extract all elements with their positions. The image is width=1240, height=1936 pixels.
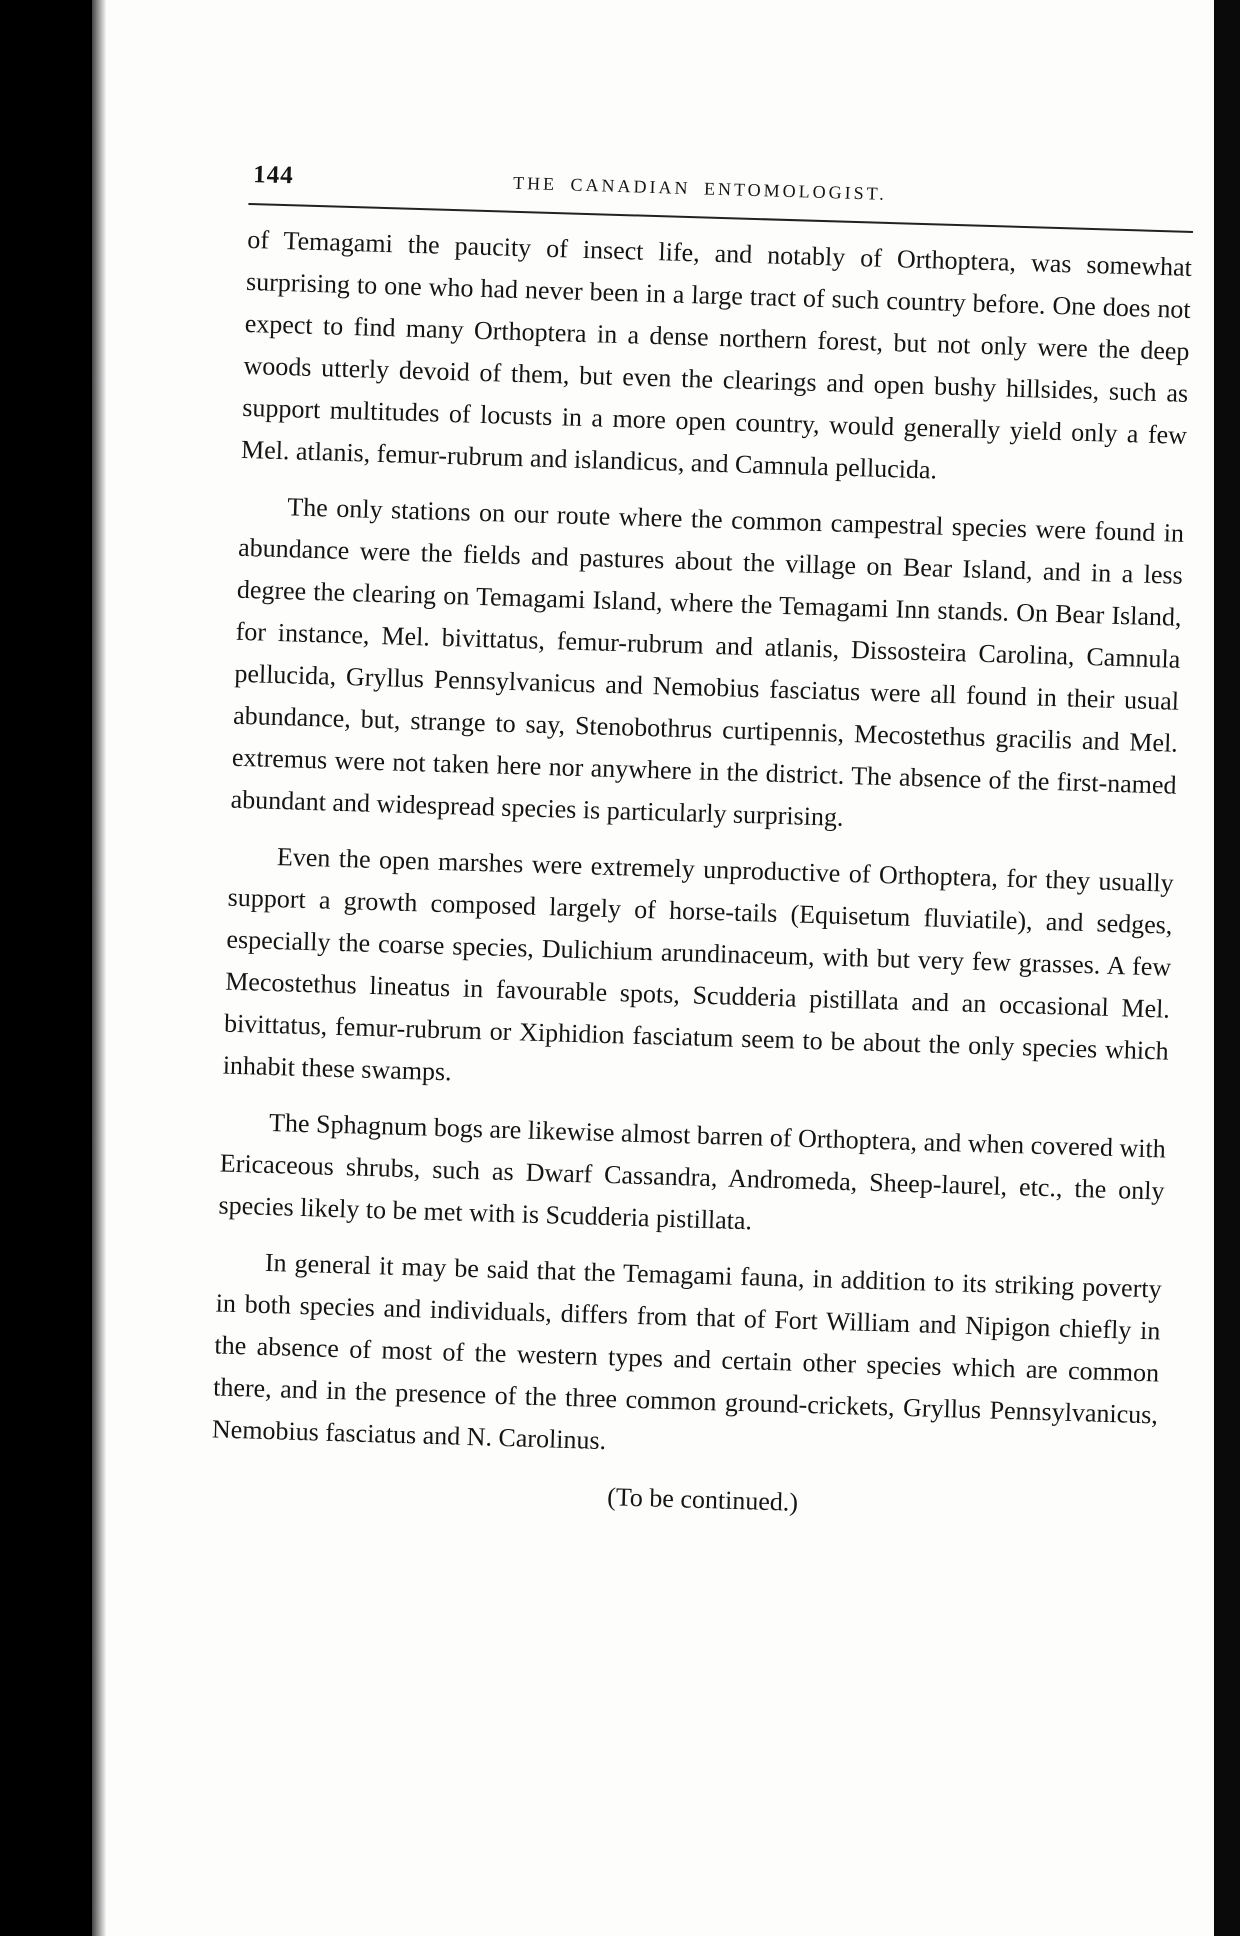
article-body [211,219,1192,1478]
paragraph-3: Even the open marshes were extremely unproductive of Orthoptera, for they usually support a growth composed largely of horse-tails (Equisetum fluviatile), and sedges, especially the coarse species, Dulichium arundinaceum, with but very few grasses. A few Mecostethus lineatus in favourable spots, Scudderia pistillata and an occasional Mel. bivittatus, femur-rubrum or Xiphidion fasciatum seem to be about the only species which inhabit these swamps. [222,842,1175,1087]
paragraph-2: The only stations on our route where the common campestral species were found in abundance were the fields and pastures about the village on Bear Island, and in a less degree the clearing on Temagami Island, where the Temagami Inn stands. On Bear Island, for instance, Mel. bivittatus, femur-rubrum and atlanis, Dissosteira Carolina, Camnula pellucida, Gryllus Pennsylvanicus and Nemobius fasciatus were all found in their usual abundance, but, strange to say, Stenobothrus curtipennis, Mecostethus gracilis and Mel. extremus were not taken here nor anywhere in the district. The absence of the first-named abundant and widespread species is particularly surprising. [230,492,1185,832]
page-edge-shadow [1214,0,1240,1936]
page-content [110,148,1193,1533]
paragraph-5: In general it may be said that the Temagami fauna, in addition to its striking poverty in both species and individuals, differs from that of Fort William and Nipigon chiefly in the absence of most of the western types and certain other species which are common there, and in the presence of the three common ground-crickets, Gryllus Pennsylvanicus, Nemobius fasciatus and N. Carolinus. [211,1247,1163,1456]
paragraph-1: of Temagami the paucity of insect life, and notably of Orthoptera, was somewhat surprising to one who had never been in a large tract of such country before. One does not expect to find many Orthoptera in a dense northern forest, but not only were the deep woods utterly devoid of them, but even the clearings and open bushy hillsides, such as support multitudes of locusts in a more open country, would generally yield only a few Mel. atlanis, femur-rubrum and islandicus, and Camnula pellucida. [240,224,1193,485]
paragraph-4: The Sphagnum bogs are likewise almost barren of Orthoptera, and when covered with Ericaceous shrubs, such as Dwarf Cassandra, Andromeda, Sheep-laurel, etc., the only species likely to be met with is Scudderia pistillata. [218,1107,1167,1236]
page-number: 144 [252,161,295,190]
running-title: THE CANADIAN ENTOMOLOGIST. [512,172,888,204]
continued-note-text: (To be continued.) [606,1482,799,1517]
